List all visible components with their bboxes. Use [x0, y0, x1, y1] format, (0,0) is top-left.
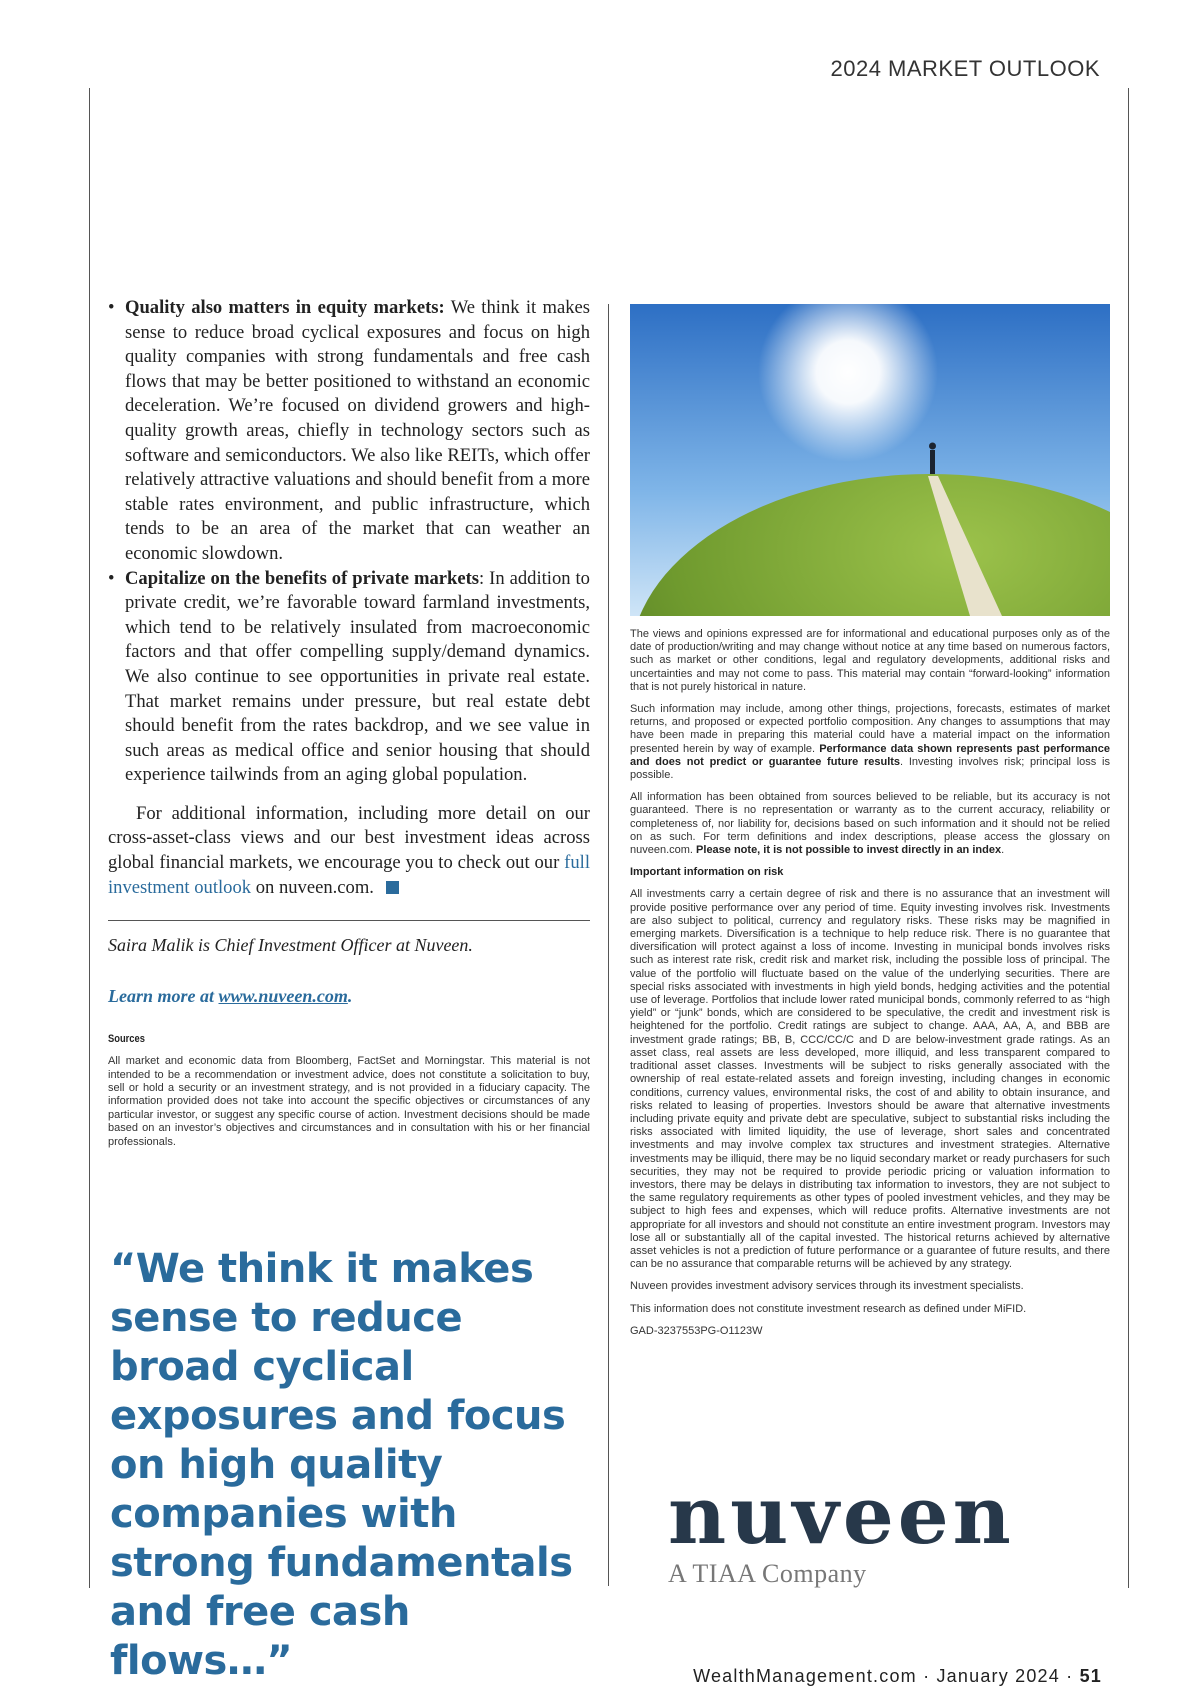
document-code: GAD-3237553PG-O1123W [630, 1324, 763, 1337]
footer-date: January 2024 [936, 1666, 1060, 1686]
mifid-note: This information does not constitute investment research as defined under MiFID. [630, 1302, 1027, 1315]
learn-more-suffix: . [347, 986, 353, 1007]
bullet-lead: Quality also matters in equity markets: [125, 297, 445, 318]
index-note: Please note, it is not possible to invest directly in an index [696, 844, 1002, 857]
closing-paragraph [108, 802, 590, 900]
sources-heading: Sources [108, 1033, 145, 1046]
bullet-text: : In addition to private credit, we’re favorable toward farmland investments, which tend to be relatively insulated from macroeconomic factors and that offer compelling supply/demand dynamics. We also continue to see opportunities in private real estate. That market remains under pressure, but real estate debt should benefit from the rates backdrop, and we see value in such areas as medical office and senior housing that should experience tailwinds from an aging global population. [125, 567, 590, 786]
page-number: 51 [1079, 1666, 1102, 1686]
article-column [108, 296, 590, 1149]
full-outlook-link[interactable]: full investment outlook [108, 852, 590, 898]
disclosure-sources [630, 791, 1110, 857]
bullet-lead: Capitalize on the benefits of private markets [125, 567, 480, 589]
bullet-text: We think it makes sense to reduce broad cyclical exposures and focus on high quality companies with strong fundamentals and free cash flows that may be better positioned to withstand an economic deceleration. We’re focused on dividend growers and high-quality growth areas, chiefly in technology sectors such as software and semiconductors. We also like REITs, which offer relatively attractive valuations and should benefit from a more stable rates environment, and public infrastructure, which tends to be an area of the market that can weather an economic slowdown. [125, 297, 590, 564]
left-margin-rule [89, 88, 90, 1588]
pull-quote: “We think it makes sense to reduce broad cyclical exposures and focus on high quality companies with strong fundamentals and free cash flows…” [110, 1246, 573, 1684]
footer-separator: · [916, 1666, 937, 1686]
disclosure-projections-text: Such information may include, among other things, projections, forecasts, estimates of market returns, and proposed or expected portfolio composition. Any changes to assumptions that may have been made in preparing this material could have a material impact on the information presented herein by way of example. [630, 703, 1110, 755]
running-header: 2024 MARKET OUTLOOK [830, 56, 1100, 81]
logo-tagline: A TIAA Company [668, 1559, 867, 1588]
risk-heading: Important information on risk [630, 866, 784, 879]
advisory-note: Nuveen provides investment advisory services through its investment specialists. [630, 1280, 1024, 1293]
learn-more [108, 986, 590, 1007]
nuveen-website-link[interactable]: www.nuveen.com [218, 986, 348, 1007]
right-margin-rule [1128, 88, 1129, 1588]
disclosures [630, 628, 1110, 1338]
figure-head [929, 443, 936, 450]
disclosure-projections [630, 703, 1110, 782]
footer-site: WealthManagement.com [693, 1666, 917, 1686]
author-bio: Saira Malik is Chief Investment Officer at Nuveen. [108, 935, 473, 956]
divider [108, 920, 590, 921]
footer-separator: · [1059, 1666, 1080, 1686]
disclosure-projections-end: . Investing involves risk; principal loss is possible. [630, 755, 1110, 782]
logo-wordmark: nuveen [668, 1468, 1015, 1562]
risk-text: All investments carry a certain degree of risk and there is no assurance that an investment will provide positive performance over any period of time. Equity investing involves risk. Investments are also subject to political, currency and regulatory risks. These risks may be magnified in emerging markets. Diversification is a technique to help reduce risk. There is no guarantee that diversification will protect against a loss of income. Investing in municipal bonds involves risks such as interest rate risk, credit risk and market risk, including the possible loss of principal. The value of the portfolio will fluctuate based on the value of the underlying securities. There are special risks associated with investments in high yield bonds, hedging activities and the potential use of leverage. Portfolios that include lower rated municipal bonds, commonly referred to as “high yield” or “junk” bonds, which are considered to be speculative, the credit and investment risk is heightened for the portfolio. Credit ratings are subject to change. AAA, AA, A, and BBB are investment grade ratings; BB, B, CCC/CC/C and D are below-investment grade ratings. As an asset class, real assets are less developed, more illiquid, and less transparent compared to traditional asset classes. Investments will be subject to risks generally associated with the ownership of real estate-related assets and foreign investing, including changes in economic conditions, currency values, environmental risks, the cost of and ability to obtain insurance, and risks related to leasing of properties. Investors should be aware that alternative investments including private equity and private debt are speculative, subject to substantial risks including the risks associated with limited liquidity, the use of leverage, short sales and concentrated investments and may involve complex tax structures and investment strategies. Alternative investments may be illiquid, there may be no liquid secondary market or ready purchasers for such securities, they may not be required to provide periodic pricing or valuation information to investors, there may be delays in distributing tax information to investors, they are not subject to the same regulatory requirements as other types of pooled investment vehicles, and they may be subject to high fees and expenses, which will reduce profits. Alternative investments are not appropriate for all investors and should not constitute an entire investment program. Investors may lose all or substantially all of the capital invested. The historical returns achieved by alternative asset vehicles is not a prediction of future performance or a guarantee of future results, and there can be no assurance that comparable returns will be achieved by any strategy. [630, 888, 1110, 1271]
page-footer [693, 1666, 1102, 1687]
hill-photo-illustration [630, 304, 1110, 616]
disclosure-column [630, 304, 1110, 1347]
closing-text-end: on nuveen.com. [251, 876, 374, 898]
past-performance-note: Performance data shown represents past performance and does not predict or guarantee future results [630, 742, 1110, 768]
bullet-list [108, 296, 590, 788]
closing-text: For additional information, including more detail on our cross-asset-class views and our best investment ideas across global financial markets, we encourage you to check out our [108, 802, 590, 874]
disclosure-views: The views and opinions expressed are for informational and educational purposes only as of the date of production/writing and may change without notice at any time based on numerous factors, such as market or other conditions, legal and regulatory developments, additional risks and uncertainties and may not come to pass. This material may contain “forward-looking” information that is not purely historical in nature. [630, 628, 1110, 693]
end-of-article-mark [386, 881, 399, 894]
sources-text: All market and economic data from Bloomberg, FactSet and Morningstar. This material is not intended to be a recommendation or investment advice, does not constitute a solicitation to buy, sell or hold a security or an investment strategy, and is not provided in a fiduciary capacity. The information provided does not take into account the specific objectives or circumstances of any particular investor, or suggest any specific course of action. Investment decisions should be made based on an investor’s objectives and circumstances and in consultation with his or her financial professionals. [108, 1055, 590, 1148]
hero-image [630, 304, 1110, 616]
learn-more-text: Learn more at [108, 986, 219, 1007]
figure-body [930, 450, 935, 474]
nuveen-logo [668, 1468, 1015, 1589]
disclosure-sources-text: All information has been obtained from sources believed to be reliable, but its accuracy is not guaranteed. There is no representation or warranty as to the current accuracy, reliability or completeness of, nor liability for, decisions based on such information and it should not be relied on as such. For term definitions and index descriptions, please access the glossary on nuveen.com. [630, 791, 1110, 857]
bullet-item [108, 567, 590, 788]
bullet-item [108, 296, 590, 567]
disclosure-sources-end: . [1001, 844, 1005, 857]
column-divider-rule [608, 304, 609, 1586]
